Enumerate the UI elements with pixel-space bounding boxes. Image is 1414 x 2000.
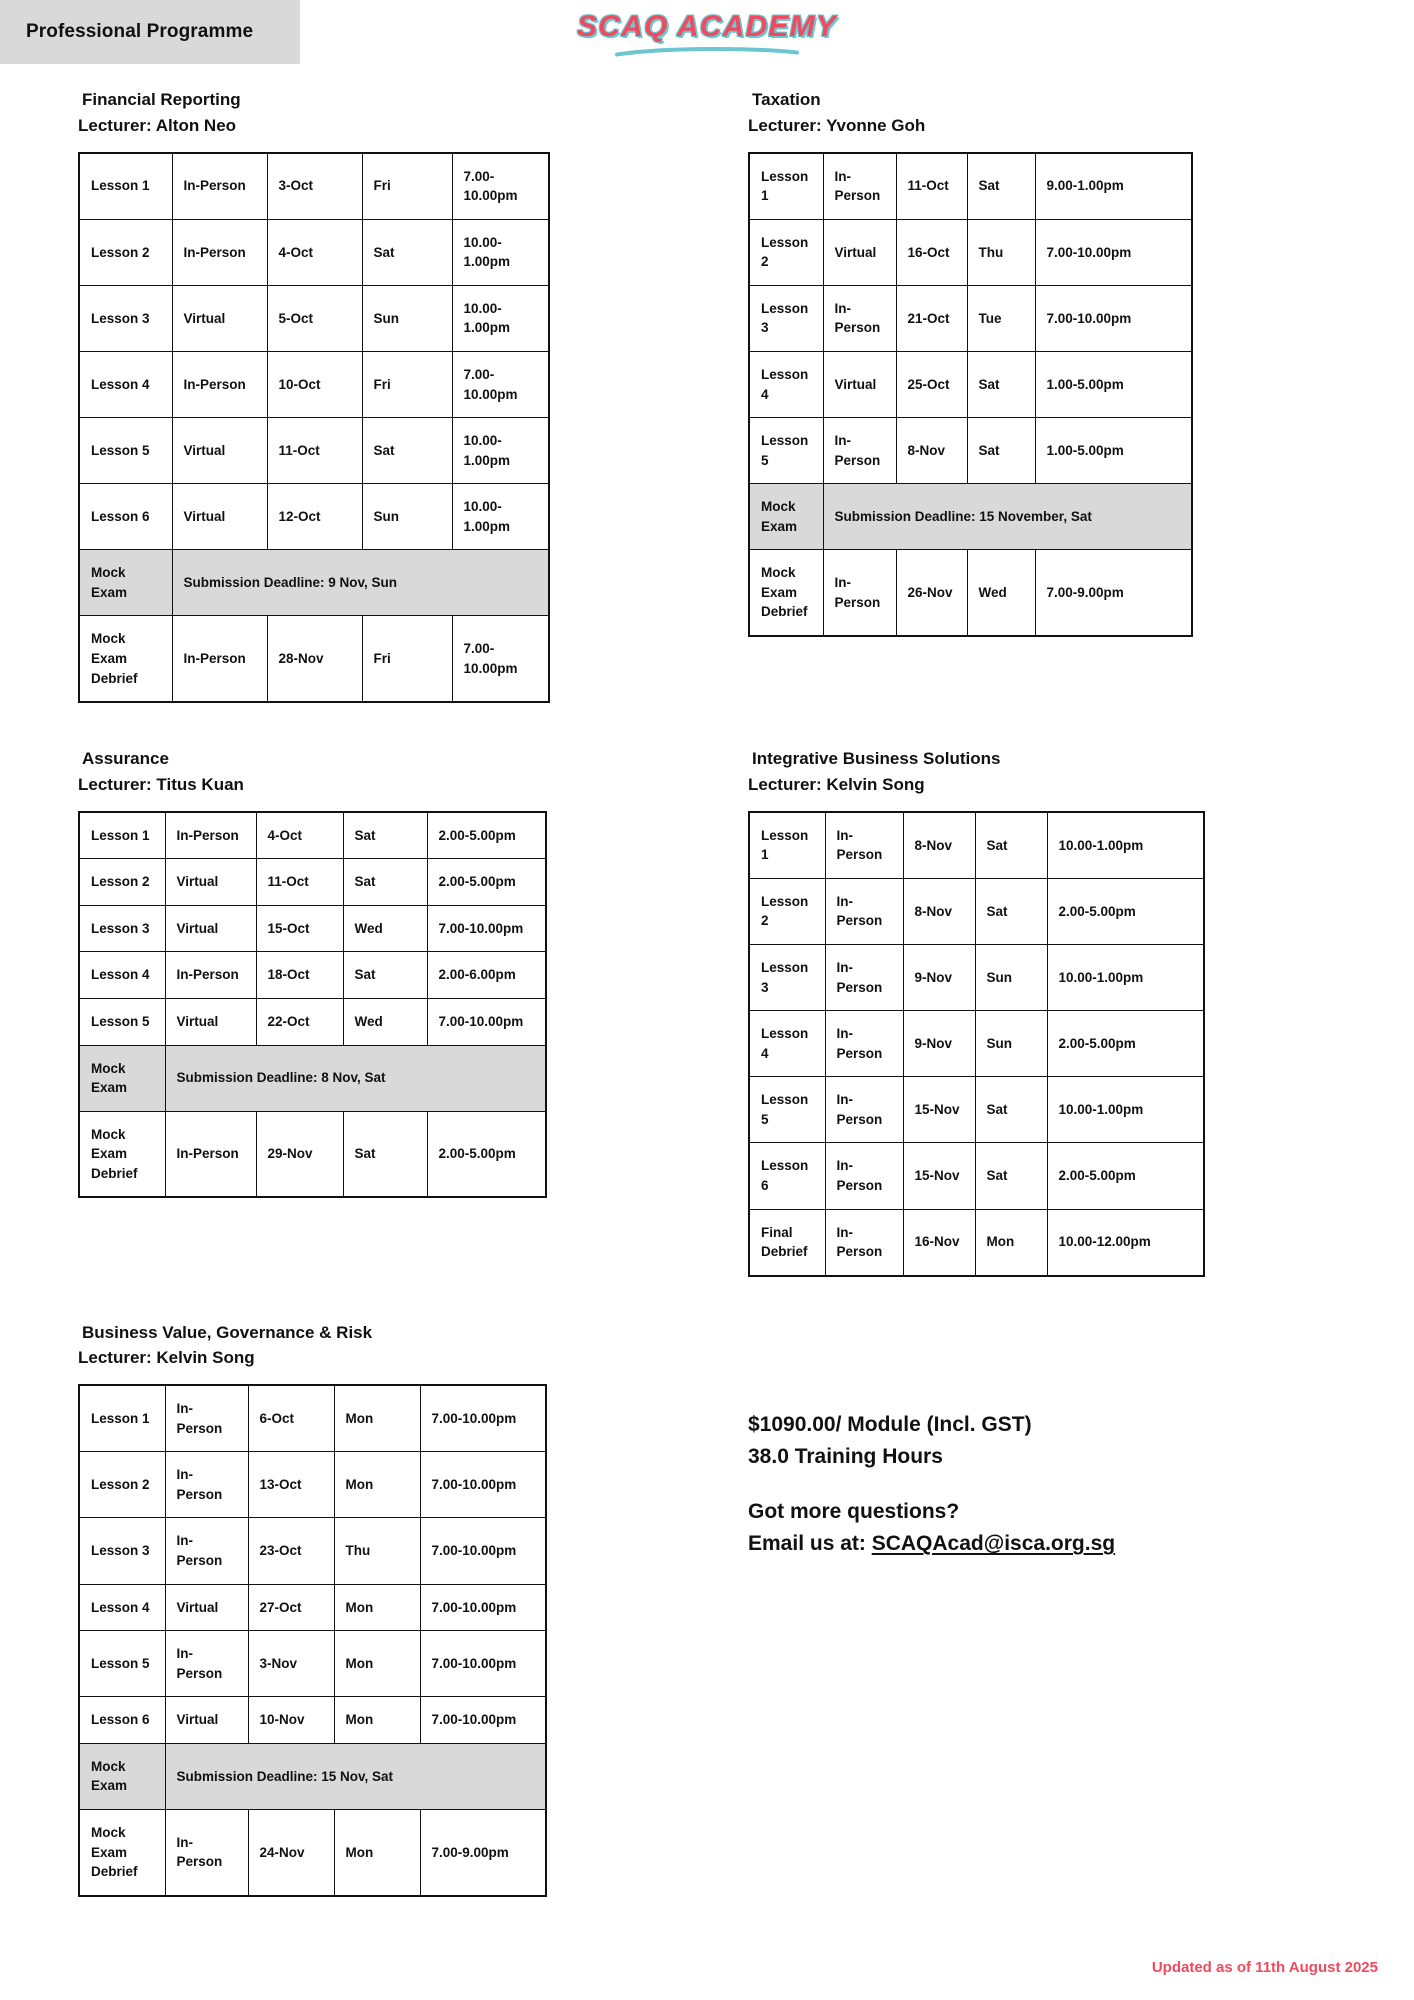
lesson-mode: In-Person: [823, 153, 896, 220]
lesson-date: 29-Nov: [256, 1111, 343, 1197]
lesson-label: Mock Exam: [79, 550, 172, 616]
table-row: [79, 1518, 546, 1584]
lesson-day: Sun: [975, 1011, 1047, 1077]
brand-logo-text: SCAQ ACADEMY: [577, 10, 837, 43]
lesson-date: 5-Oct: [267, 285, 362, 351]
lesson-label: Lesson 3: [749, 285, 823, 351]
lesson-day: Sat: [967, 351, 1035, 417]
module-row-1: [78, 88, 1354, 703]
lesson-time: 7.00-9.00pm: [1035, 550, 1192, 636]
table-row: [79, 219, 549, 285]
lesson-day: Wed: [343, 999, 427, 1046]
lesson-day: Sat: [343, 812, 427, 859]
lesson-day: Sun: [975, 945, 1047, 1011]
lesson-label: Lesson 1: [79, 1385, 165, 1452]
lesson-label: Lesson 5: [749, 418, 823, 484]
lesson-date: 13-Oct: [248, 1452, 334, 1518]
table-row: [79, 1385, 546, 1452]
table-row: [749, 351, 1192, 417]
lesson-day: Sat: [362, 219, 452, 285]
lesson-mode: In-Person: [172, 219, 267, 285]
lesson-mode: Virtual: [165, 1584, 248, 1631]
info-text: [748, 1409, 1348, 1561]
lesson-date: 10-Oct: [267, 351, 362, 417]
module-business-value-governance-risk: [78, 1321, 678, 1897]
lesson-time: 2.00-5.00pm: [427, 859, 546, 906]
lesson-day: Sat: [343, 1111, 427, 1197]
module-grid: [0, 64, 1414, 1897]
lesson-time: 1.00-5.00pm: [1035, 351, 1192, 417]
lesson-mode: In-Person: [165, 1809, 248, 1895]
lesson-date: 16-Nov: [903, 1209, 975, 1276]
lesson-time: 1.00-5.00pm: [1035, 418, 1192, 484]
lesson-label: Mock Exam Debrief: [79, 1809, 165, 1895]
table-row: [79, 1809, 546, 1895]
table-row: [749, 153, 1192, 220]
lesson-mode: In-Person: [825, 1209, 903, 1276]
lesson-day: Mon: [334, 1584, 420, 1631]
brand-logo: [0, 10, 1414, 57]
lesson-time: 7.00-10.00pm: [420, 1385, 546, 1452]
lesson-time: 7.00-10.00pm: [427, 999, 546, 1046]
questions-line: Got more questions?: [748, 1499, 960, 1523]
lesson-time: 7.00-10.00pm: [420, 1452, 546, 1518]
lesson-label: Lesson 3: [749, 945, 825, 1011]
lesson-day: Mon: [334, 1452, 420, 1518]
schedule-table: [78, 811, 547, 1199]
row-spacer: [78, 703, 1354, 747]
lesson-mode: In-Person: [825, 1011, 903, 1077]
lesson-time: 10.00-1.00pm: [452, 418, 549, 484]
lesson-day: Fri: [362, 616, 452, 702]
lesson-label: Lesson 4: [79, 1584, 165, 1631]
table-row: [749, 219, 1192, 285]
lesson-date: 25-Oct: [896, 351, 967, 417]
lesson-label: Lesson 3: [79, 285, 172, 351]
lesson-label: Lesson 5: [79, 418, 172, 484]
lesson-day: Mon: [334, 1631, 420, 1697]
lesson-date: 22-Oct: [256, 999, 343, 1046]
logo-swoosh-icon: [614, 46, 800, 57]
table-row: [79, 859, 546, 906]
lesson-label: Lesson 4: [79, 952, 165, 999]
module-assurance: [78, 747, 678, 1198]
lesson-label: Lesson 1: [749, 153, 823, 220]
lesson-date: 4-Oct: [267, 219, 362, 285]
lesson-label: Lesson 1: [79, 153, 172, 220]
lesson-date: 3-Nov: [248, 1631, 334, 1697]
lesson-mode: In-Person: [172, 351, 267, 417]
lesson-time: 7.00-10.00pm: [452, 616, 549, 702]
lesson-time: 7.00-10.00pm: [1035, 285, 1192, 351]
lesson-day: Mon: [334, 1809, 420, 1895]
email-line: [748, 1528, 1348, 1561]
lesson-label: Lesson 1: [749, 812, 825, 879]
lesson-label: Lesson 4: [79, 351, 172, 417]
table-row: [79, 153, 549, 220]
lesson-label: Lesson 2: [749, 878, 825, 944]
lesson-date: 11-Oct: [896, 153, 967, 220]
lesson-day: Thu: [334, 1518, 420, 1584]
module-lecturer: Lecturer: Titus Kuan: [78, 774, 244, 794]
module-row-2: [78, 747, 1354, 1276]
submission-deadline: Submission Deadline: 8 Nov, Sat: [165, 1045, 546, 1111]
lesson-mode: In-Person: [823, 285, 896, 351]
lesson-time: 7.00-10.00pm: [420, 1518, 546, 1584]
table-row: [79, 1111, 546, 1197]
lesson-day: Sat: [975, 812, 1047, 879]
table-row: [79, 351, 549, 417]
lesson-label: Lesson 2: [79, 859, 165, 906]
lesson-date: 16-Oct: [896, 219, 967, 285]
lesson-mode: In-Person: [825, 945, 903, 1011]
table-row: [749, 1209, 1204, 1276]
table-row: [79, 1697, 546, 1744]
lesson-time: 2.00-5.00pm: [1047, 878, 1204, 944]
lesson-label: Lesson 5: [749, 1077, 825, 1143]
lesson-mode: In-Person: [823, 418, 896, 484]
lesson-label: Lesson 6: [749, 1143, 825, 1209]
lesson-date: 28-Nov: [267, 616, 362, 702]
lesson-time: 2.00-6.00pm: [427, 952, 546, 999]
table-row: [749, 1077, 1204, 1143]
lesson-day: Sat: [975, 1077, 1047, 1143]
lesson-day: Sat: [343, 859, 427, 906]
lesson-mode: In-Person: [172, 153, 267, 220]
lesson-label: Lesson 4: [749, 1011, 825, 1077]
mock-exam-row: [79, 550, 549, 616]
lesson-date: 26-Nov: [896, 550, 967, 636]
lesson-date: 9-Nov: [903, 1011, 975, 1077]
module-title: Assurance: [82, 749, 169, 769]
lesson-day: Tue: [967, 285, 1035, 351]
lesson-mode: Virtual: [165, 905, 256, 952]
lesson-label: Lesson 2: [79, 1452, 165, 1518]
table-row: [749, 418, 1192, 484]
lesson-time: 2.00-5.00pm: [427, 1111, 546, 1197]
table-row: [749, 285, 1192, 351]
table-row: [79, 952, 546, 999]
submission-deadline: Submission Deadline: 9 Nov, Sun: [172, 550, 549, 616]
lesson-date: 21-Oct: [896, 285, 967, 351]
lesson-mode: Virtual: [823, 219, 896, 285]
lesson-date: 6-Oct: [248, 1385, 334, 1452]
table-row: [749, 1011, 1204, 1077]
schedule-table: [78, 152, 550, 704]
lesson-mode: In-Person: [165, 1518, 248, 1584]
module-title: Business Value, Governance & Risk: [82, 1322, 373, 1342]
lesson-day: Sun: [362, 285, 452, 351]
mock-exam-row: [79, 1045, 546, 1111]
table-row: [79, 285, 549, 351]
lesson-date: 3-Oct: [267, 153, 362, 220]
lesson-date: 11-Oct: [256, 859, 343, 906]
table-row: [79, 812, 546, 859]
lesson-mode: In-Person: [165, 1385, 248, 1452]
lesson-date: 18-Oct: [256, 952, 343, 999]
table-row: [79, 418, 549, 484]
lesson-label: Lesson 6: [79, 484, 172, 550]
lesson-mode: In-Person: [165, 1452, 248, 1518]
lesson-time: 2.00-5.00pm: [1047, 1143, 1204, 1209]
lesson-time: 7.00-10.00pm: [427, 905, 546, 952]
submission-deadline: Submission Deadline: 15 November, Sat: [823, 484, 1192, 550]
lesson-mode: Virtual: [165, 859, 256, 906]
lesson-day: Fri: [362, 153, 452, 220]
lesson-mode: In-Person: [172, 616, 267, 702]
lesson-label: Lesson 1: [79, 812, 165, 859]
table-row: [79, 1631, 546, 1697]
lesson-label: Mock Exam Debrief: [749, 550, 823, 636]
lesson-day: Mon: [334, 1697, 420, 1744]
module-lecturer: Lecturer: Yvonne Goh: [748, 115, 926, 135]
table-row: [79, 905, 546, 952]
module-financial-reporting: [78, 88, 678, 703]
lesson-time: 2.00-5.00pm: [1047, 1011, 1204, 1077]
lesson-label: Mock Exam: [79, 1045, 165, 1111]
table-row: [79, 1584, 546, 1631]
lesson-date: 23-Oct: [248, 1518, 334, 1584]
lesson-date: 8-Nov: [896, 418, 967, 484]
lesson-date: 15-Oct: [256, 905, 343, 952]
lesson-date: 4-Oct: [256, 812, 343, 859]
lesson-label: Lesson 2: [79, 219, 172, 285]
mock-exam-row: [79, 1743, 546, 1809]
lesson-mode: In-Person: [825, 1077, 903, 1143]
row-spacer: [78, 1277, 1354, 1321]
module-taxation: [748, 88, 1348, 637]
lesson-time: 10.00-1.00pm: [1047, 1077, 1204, 1143]
lesson-time: 7.00-10.00pm: [420, 1584, 546, 1631]
lesson-date: 8-Nov: [903, 878, 975, 944]
lesson-label: Lesson 6: [79, 1697, 165, 1744]
price-line: $1090.00/ Module (Incl. GST): [748, 1412, 1032, 1436]
lesson-date: 8-Nov: [903, 812, 975, 879]
lesson-time: 10.00-1.00pm: [1047, 812, 1204, 879]
lesson-label: Lesson 5: [79, 1631, 165, 1697]
lesson-time: 10.00-1.00pm: [452, 285, 549, 351]
module-lecturer: Lecturer: Alton Neo: [78, 115, 237, 135]
table-row: [79, 484, 549, 550]
lesson-mode: In-Person: [165, 952, 256, 999]
lesson-time: 7.00-10.00pm: [420, 1631, 546, 1697]
lesson-day: Fri: [362, 351, 452, 417]
lesson-label: Lesson 3: [79, 905, 165, 952]
lesson-time: 10.00-1.00pm: [1047, 945, 1204, 1011]
lesson-time: 7.00-10.00pm: [420, 1697, 546, 1744]
module-title: Taxation: [752, 90, 821, 109]
lesson-mode: Virtual: [172, 484, 267, 550]
lesson-day: Thu: [967, 219, 1035, 285]
lesson-label: Lesson 5: [79, 999, 165, 1046]
module-title: Financial Reporting: [82, 90, 241, 109]
table-row: [749, 945, 1204, 1011]
lesson-mode: In-Person: [823, 550, 896, 636]
lesson-date: 27-Oct: [248, 1584, 334, 1631]
module-title: Integrative Business Solutions: [752, 749, 1001, 769]
training-hours-line: 38.0 Training Hours: [748, 1445, 943, 1469]
table-row: [749, 812, 1204, 879]
lesson-label: Mock Exam: [79, 1743, 165, 1809]
lesson-mode: Virtual: [823, 351, 896, 417]
lesson-label: Final Debrief: [749, 1209, 825, 1276]
table-row: [79, 616, 549, 702]
email-prefix: Email us at:: [748, 1532, 872, 1556]
programme-badge-label: Professional Programme: [26, 21, 254, 42]
lesson-day: Sat: [343, 952, 427, 999]
module-row-3: [78, 1321, 1354, 1897]
table-row: [749, 1143, 1204, 1209]
submission-deadline: Submission Deadline: 15 Nov, Sat: [165, 1743, 546, 1809]
lesson-day: Sun: [362, 484, 452, 550]
lesson-day: Wed: [967, 550, 1035, 636]
lesson-day: Sat: [362, 418, 452, 484]
lesson-mode: Virtual: [165, 999, 256, 1046]
table-row: [749, 878, 1204, 944]
lesson-mode: In-Person: [825, 812, 903, 879]
info-gap: [748, 1474, 1348, 1496]
lesson-date: 9-Nov: [903, 945, 975, 1011]
lesson-mode: In-Person: [165, 812, 256, 859]
lesson-mode: In-Person: [165, 1111, 256, 1197]
lesson-date: 15-Nov: [903, 1077, 975, 1143]
lesson-time: 10.00-1.00pm: [452, 219, 549, 285]
lesson-label: Lesson 3: [79, 1518, 165, 1584]
lesson-date: 12-Oct: [267, 484, 362, 550]
lesson-day: Sat: [967, 153, 1035, 220]
lesson-label: Mock Exam Debrief: [79, 616, 172, 702]
pricing-contact-block: [748, 1321, 1348, 1561]
lesson-time: 2.00-5.00pm: [427, 812, 546, 859]
contact-email-link[interactable]: SCAQAcad@isca.org.sg: [871, 1532, 1116, 1556]
lesson-day: Sat: [967, 418, 1035, 484]
page-header: [0, 0, 1414, 64]
lesson-time: 7.00-10.00pm: [452, 153, 549, 220]
lesson-label: Mock Exam: [749, 484, 823, 550]
module-lecturer: Lecturer: Kelvin Song: [78, 1348, 255, 1368]
lesson-label: Lesson 2: [749, 219, 823, 285]
lesson-label: Lesson 4: [749, 351, 823, 417]
module-integrative-business-solutions: [748, 747, 1348, 1276]
lesson-date: 11-Oct: [267, 418, 362, 484]
lesson-day: Mon: [975, 1209, 1047, 1276]
lesson-date: 24-Nov: [248, 1809, 334, 1895]
schedule-table: [748, 152, 1193, 637]
lesson-time: 10.00-1.00pm: [452, 484, 549, 550]
lesson-label: Mock Exam Debrief: [79, 1111, 165, 1197]
lesson-day: Mon: [334, 1385, 420, 1452]
lesson-time: 7.00-10.00pm: [1035, 219, 1192, 285]
lesson-mode: Virtual: [165, 1697, 248, 1744]
lesson-time: 9.00-1.00pm: [1035, 153, 1192, 220]
schedule-table: [78, 1384, 547, 1896]
lesson-mode: In-Person: [825, 1143, 903, 1209]
table-row: [79, 999, 546, 1046]
lesson-time: 10.00-12.00pm: [1047, 1209, 1204, 1276]
lesson-day: Sat: [975, 878, 1047, 944]
lesson-time: 7.00-9.00pm: [420, 1809, 546, 1895]
lesson-mode: Virtual: [172, 285, 267, 351]
module-lecturer: Lecturer: Kelvin Song: [748, 774, 925, 794]
lesson-date: 15-Nov: [903, 1143, 975, 1209]
schedule-table: [748, 811, 1205, 1277]
table-row: [749, 550, 1192, 636]
updated-footer: Updated as of 11th August 2025: [1151, 1959, 1378, 1976]
lesson-mode: In-Person: [825, 878, 903, 944]
lesson-day: Sat: [975, 1143, 1047, 1209]
lesson-date: 10-Nov: [248, 1697, 334, 1744]
lesson-mode: Virtual: [172, 418, 267, 484]
lesson-time: 7.00-10.00pm: [452, 351, 549, 417]
mock-exam-row: [749, 484, 1192, 550]
table-row: [79, 1452, 546, 1518]
lesson-day: Wed: [343, 905, 427, 952]
lesson-mode: In-Person: [165, 1631, 248, 1697]
